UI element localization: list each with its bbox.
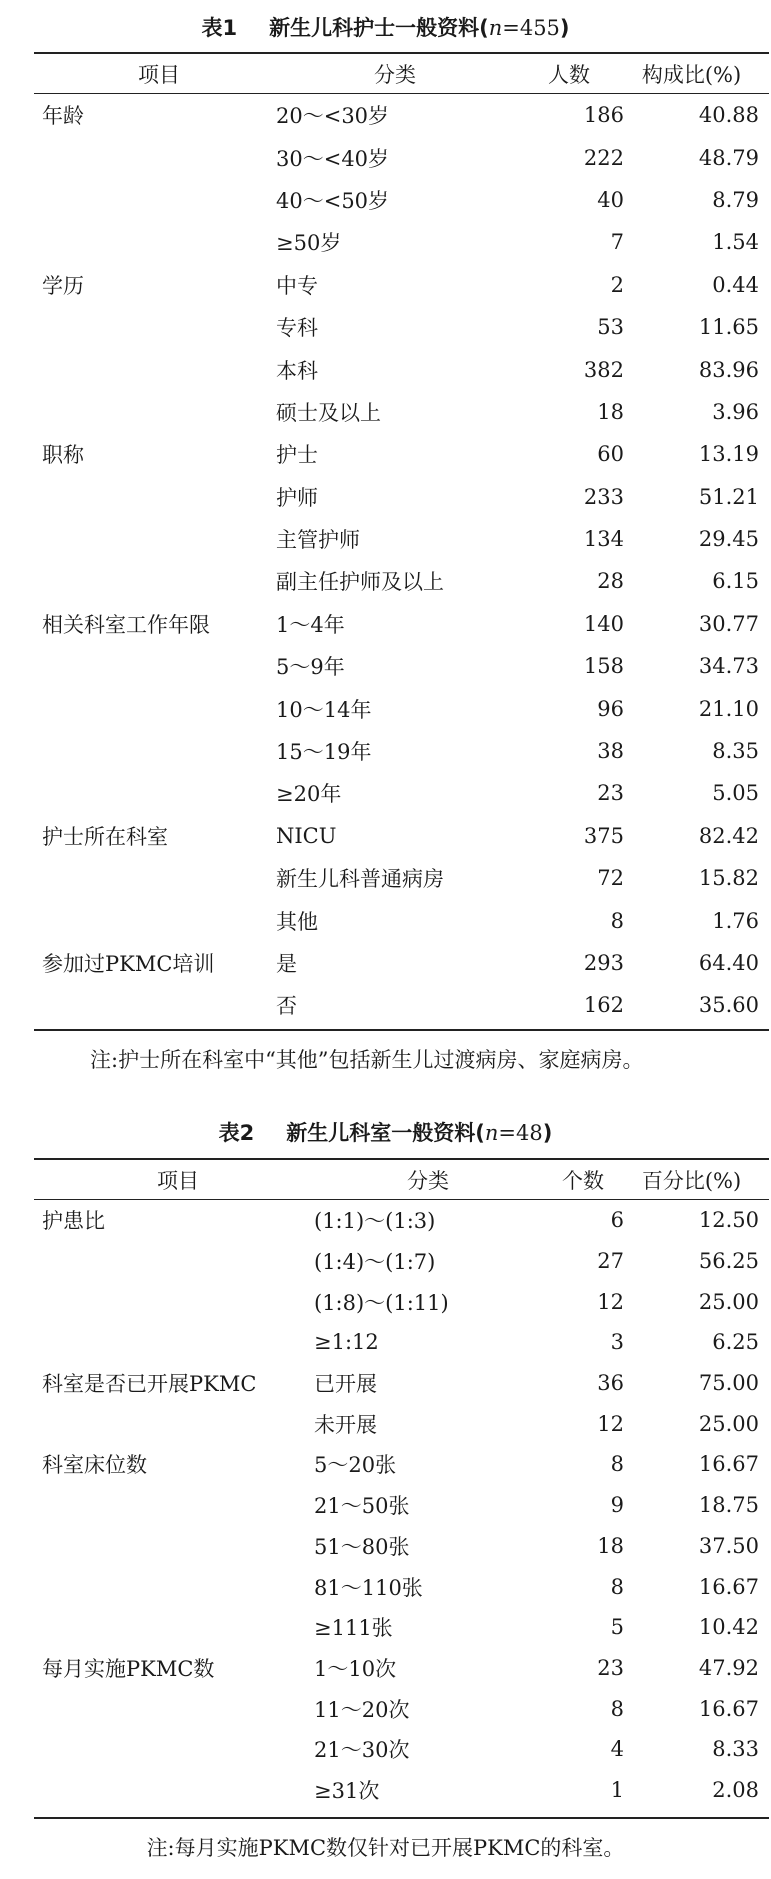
row-category: 81～110张 bbox=[314, 1575, 423, 1600]
row-percent: 5.05 bbox=[712, 781, 759, 806]
row-category: 否 bbox=[276, 994, 297, 1019]
row-percent: 29.45 bbox=[698, 527, 759, 552]
row-percent: 48.79 bbox=[698, 145, 759, 170]
row-percent: 13.19 bbox=[698, 442, 759, 467]
table-row bbox=[34, 857, 769, 899]
row-category: 1～10次 bbox=[314, 1656, 397, 1681]
row-category: ≥1:12 bbox=[314, 1330, 379, 1355]
row-count: 158 bbox=[583, 654, 624, 679]
row-count: 3 bbox=[610, 1330, 624, 1355]
row-percent: 16.67 bbox=[698, 1574, 759, 1599]
table-row bbox=[34, 772, 769, 814]
row-category: 11～20次 bbox=[314, 1697, 410, 1722]
table1-header-count: 人数 bbox=[548, 63, 590, 87]
row-item: 护士所在科室 bbox=[42, 824, 168, 849]
row-item bbox=[34, 1403, 314, 1444]
row-count: 96 bbox=[597, 696, 624, 721]
table-row bbox=[34, 815, 769, 857]
row-count: 53 bbox=[597, 315, 624, 340]
table1-header-row bbox=[34, 54, 769, 94]
table-row bbox=[34, 1770, 769, 1811]
row-item: 参加过PKMC培训 bbox=[42, 952, 215, 976]
row-item bbox=[34, 1322, 314, 1363]
table-row bbox=[34, 518, 769, 560]
row-item bbox=[34, 179, 276, 221]
row-count: 6 bbox=[610, 1208, 624, 1233]
row-item bbox=[34, 1729, 314, 1770]
row-count: 2 bbox=[610, 272, 624, 297]
row-count: 27 bbox=[597, 1249, 624, 1274]
row-percent: 37.50 bbox=[698, 1533, 759, 1558]
row-category: 新生儿科普通病房 bbox=[276, 867, 444, 892]
row-percent: 2.08 bbox=[712, 1777, 759, 1802]
table2-title bbox=[0, 1113, 771, 1153]
row-percent: 47.92 bbox=[698, 1655, 759, 1680]
row-percent: 18.75 bbox=[698, 1493, 759, 1518]
row-category: ≥50岁 bbox=[276, 231, 342, 256]
row-percent: 25.00 bbox=[698, 1289, 759, 1314]
row-percent: 12.50 bbox=[698, 1208, 759, 1233]
row-category: 5～20张 bbox=[314, 1453, 397, 1478]
row-item bbox=[34, 391, 276, 433]
table-row bbox=[34, 136, 769, 178]
table2-header-percent: 百分比(%) bbox=[641, 1169, 742, 1193]
row-percent: 82.42 bbox=[698, 823, 759, 848]
row-percent: 21.10 bbox=[698, 696, 759, 721]
row-percent: 83.96 bbox=[698, 357, 759, 382]
row-percent: 34.73 bbox=[698, 654, 759, 679]
row-count: 5 bbox=[610, 1615, 624, 1640]
table-row bbox=[34, 306, 769, 348]
row-category: 21～30次 bbox=[314, 1738, 410, 1763]
table1-header-item: 项目 bbox=[138, 63, 180, 87]
table-row bbox=[34, 94, 769, 136]
row-category: ≥20年 bbox=[276, 782, 342, 807]
row-item bbox=[34, 1566, 314, 1607]
row-count: 23 bbox=[597, 1655, 624, 1680]
row-item bbox=[34, 1241, 314, 1282]
row-item bbox=[34, 136, 276, 178]
row-item bbox=[34, 1607, 314, 1648]
row-percent: 11.65 bbox=[698, 315, 759, 340]
row-item: 职称 bbox=[42, 443, 84, 468]
row-category: 硕士及以上 bbox=[276, 400, 381, 425]
table-row bbox=[34, 1200, 769, 1241]
row-count: 382 bbox=[583, 357, 624, 382]
row-count: 162 bbox=[583, 993, 624, 1018]
row-item bbox=[34, 560, 276, 602]
table-row bbox=[34, 1444, 769, 1485]
row-count: 12 bbox=[597, 1289, 624, 1314]
row-item bbox=[34, 1770, 314, 1811]
row-category: 是 bbox=[276, 952, 297, 976]
table1-title-label: 表1 bbox=[201, 16, 238, 40]
table1-bottom-rule bbox=[34, 1029, 769, 1031]
table-row bbox=[34, 1281, 769, 1322]
table-row bbox=[34, 1322, 769, 1363]
row-category: 15～19年 bbox=[276, 740, 372, 765]
row-item bbox=[34, 687, 276, 729]
table1-header-percent: 构成比(%) bbox=[641, 63, 742, 87]
row-percent: 56.25 bbox=[698, 1249, 759, 1274]
row-percent: 35.60 bbox=[698, 993, 759, 1018]
row-category: 20～<30岁 bbox=[276, 104, 390, 129]
row-percent: 3.96 bbox=[712, 399, 759, 424]
row-count: 18 bbox=[597, 1533, 624, 1558]
row-item bbox=[34, 730, 276, 772]
row-count: 293 bbox=[583, 951, 624, 975]
row-category: 40～<50岁 bbox=[276, 188, 390, 213]
row-percent: 75.00 bbox=[698, 1371, 759, 1396]
table-row bbox=[34, 984, 769, 1026]
row-category: 中专 bbox=[276, 273, 318, 298]
table-row bbox=[34, 1729, 769, 1770]
row-count: 60 bbox=[597, 442, 624, 467]
row-category: (1:8)～(1:11) bbox=[314, 1290, 449, 1315]
row-item bbox=[34, 518, 276, 560]
row-percent: 0.44 bbox=[712, 272, 759, 297]
table-row bbox=[34, 560, 769, 602]
row-count: 38 bbox=[597, 739, 624, 764]
row-category: NICU bbox=[276, 823, 337, 848]
row-category: 21～50张 bbox=[314, 1494, 410, 1519]
table-row bbox=[34, 1526, 769, 1567]
row-percent: 16.67 bbox=[698, 1452, 759, 1477]
table-row bbox=[34, 730, 769, 772]
table1-header-category: 分类 bbox=[374, 63, 416, 87]
row-percent: 64.40 bbox=[698, 951, 759, 975]
row-category: 专科 bbox=[276, 316, 318, 341]
table2 bbox=[34, 1160, 769, 1810]
table-row bbox=[34, 1688, 769, 1729]
row-item bbox=[34, 1526, 314, 1567]
table2-body bbox=[34, 1200, 769, 1810]
row-count: 375 bbox=[583, 823, 624, 848]
row-percent: 1.54 bbox=[712, 230, 759, 255]
row-percent: 15.82 bbox=[698, 866, 759, 891]
table2-title-label: 表2 bbox=[218, 1121, 255, 1145]
row-count: 233 bbox=[583, 484, 624, 509]
row-count: 28 bbox=[597, 569, 624, 594]
table2-header-count: 个数 bbox=[562, 1169, 604, 1193]
table1-title bbox=[0, 8, 771, 48]
row-percent: 51.21 bbox=[698, 484, 759, 509]
row-percent: 10.42 bbox=[698, 1615, 759, 1640]
row-category: 1～4年 bbox=[276, 612, 345, 637]
table-row bbox=[34, 899, 769, 941]
row-count: 18 bbox=[597, 399, 624, 424]
row-item: 科室床位数 bbox=[42, 1453, 147, 1478]
table-row bbox=[34, 433, 769, 475]
row-item bbox=[34, 1485, 314, 1526]
row-category: 护师 bbox=[276, 485, 318, 510]
table2-bottom-rule bbox=[34, 1817, 769, 1819]
row-count: 186 bbox=[583, 103, 624, 128]
row-percent: 1.76 bbox=[712, 908, 759, 933]
row-count: 222 bbox=[583, 145, 624, 170]
table2-title-close: ) bbox=[542, 1121, 553, 1145]
row-item: 每月实施PKMC数 bbox=[42, 1656, 215, 1681]
table-row bbox=[34, 1403, 769, 1444]
table2-title-n: n bbox=[484, 1121, 499, 1145]
row-item bbox=[34, 1281, 314, 1322]
table1-title-text: 新生儿科护士一般资料( bbox=[269, 16, 489, 40]
row-count: 36 bbox=[597, 1371, 624, 1396]
table-row bbox=[34, 221, 769, 263]
row-item bbox=[34, 899, 276, 941]
row-percent: 6.25 bbox=[712, 1330, 759, 1355]
table2-header-item: 项目 bbox=[157, 1169, 199, 1193]
row-count: 72 bbox=[597, 866, 624, 891]
row-category: 主管护师 bbox=[276, 528, 360, 553]
row-category: ≥111张 bbox=[314, 1616, 393, 1641]
row-item: 科室是否已开展PKMC bbox=[42, 1372, 257, 1397]
row-category: (1:4)～(1:7) bbox=[314, 1250, 436, 1275]
row-count: 8 bbox=[610, 1574, 624, 1599]
row-count: 8 bbox=[610, 1452, 624, 1477]
row-count: 7 bbox=[610, 230, 624, 255]
row-percent: 30.77 bbox=[698, 611, 759, 636]
table1 bbox=[34, 54, 769, 1027]
row-category: 本科 bbox=[276, 358, 318, 383]
table2-header-category: 分类 bbox=[407, 1169, 449, 1193]
row-item bbox=[34, 348, 276, 390]
table-row bbox=[34, 687, 769, 729]
row-item: 相关科室工作年限 bbox=[42, 612, 210, 637]
row-percent: 6.15 bbox=[712, 569, 759, 594]
row-count: 12 bbox=[597, 1411, 624, 1436]
row-category: 5～9年 bbox=[276, 655, 345, 680]
table-row bbox=[34, 391, 769, 433]
row-category: 护士 bbox=[276, 443, 318, 468]
table-row bbox=[34, 942, 769, 984]
row-category: 30～<40岁 bbox=[276, 146, 390, 171]
row-category: 未开展 bbox=[314, 1412, 377, 1437]
table1-note: 注:护士所在科室中“其他”包括新生儿过渡病房、家庭病房。 bbox=[90, 1048, 644, 1072]
table2-note: 注:每月实施PKMC数仅针对已开展PKMC的科室。 bbox=[146, 1836, 625, 1860]
table1-title-close: ) bbox=[559, 16, 570, 40]
row-count: 8 bbox=[610, 908, 624, 933]
row-item bbox=[34, 984, 276, 1026]
row-item bbox=[34, 857, 276, 899]
row-count: 1 bbox=[610, 1777, 624, 1802]
row-count: 40 bbox=[597, 187, 624, 212]
table-row bbox=[34, 476, 769, 518]
table-row bbox=[34, 1241, 769, 1282]
row-item bbox=[34, 221, 276, 263]
row-count: 23 bbox=[597, 781, 624, 806]
row-category: (1:1)～(1:3) bbox=[314, 1209, 436, 1234]
table1-title-eq: =455 bbox=[502, 16, 560, 40]
table-row bbox=[34, 1566, 769, 1607]
row-percent: 40.88 bbox=[698, 103, 759, 128]
row-category: ≥31次 bbox=[314, 1778, 380, 1803]
row-percent: 25.00 bbox=[698, 1411, 759, 1436]
table2-header-row bbox=[34, 1160, 769, 1200]
row-item bbox=[34, 772, 276, 814]
row-count: 140 bbox=[583, 611, 624, 636]
row-count: 9 bbox=[610, 1493, 624, 1518]
table-row bbox=[34, 264, 769, 306]
row-category: 其他 bbox=[276, 909, 318, 934]
table1-title-n: n bbox=[488, 16, 503, 40]
row-item bbox=[34, 476, 276, 518]
row-item: 护患比 bbox=[42, 1209, 105, 1234]
row-item bbox=[34, 306, 276, 348]
table-row bbox=[34, 1607, 769, 1648]
row-category: 副主任护师及以上 bbox=[276, 570, 444, 595]
row-count: 8 bbox=[610, 1696, 624, 1721]
row-category: 已开展 bbox=[314, 1372, 377, 1397]
row-item bbox=[34, 1688, 314, 1729]
table-row bbox=[34, 348, 769, 390]
table2-title-eq: =48 bbox=[498, 1121, 543, 1145]
row-item: 学历 bbox=[42, 273, 84, 298]
row-count: 134 bbox=[583, 527, 624, 552]
table1-body bbox=[34, 94, 769, 1027]
table-row bbox=[34, 603, 769, 645]
row-percent: 16.67 bbox=[698, 1696, 759, 1721]
row-category: 10～14年 bbox=[276, 697, 372, 722]
row-percent: 8.79 bbox=[712, 187, 759, 212]
row-percent: 8.35 bbox=[712, 739, 759, 764]
table-row bbox=[34, 179, 769, 221]
row-percent: 8.33 bbox=[712, 1737, 759, 1762]
table-row bbox=[34, 1485, 769, 1526]
row-item: 年龄 bbox=[42, 104, 84, 129]
row-category: 51～80张 bbox=[314, 1534, 410, 1559]
table-row bbox=[34, 1648, 769, 1689]
row-count: 4 bbox=[610, 1737, 624, 1762]
table2-title-text: 新生儿科室一般资料( bbox=[286, 1121, 485, 1145]
table-row bbox=[34, 645, 769, 687]
row-item bbox=[34, 645, 276, 687]
table-row bbox=[34, 1363, 769, 1404]
